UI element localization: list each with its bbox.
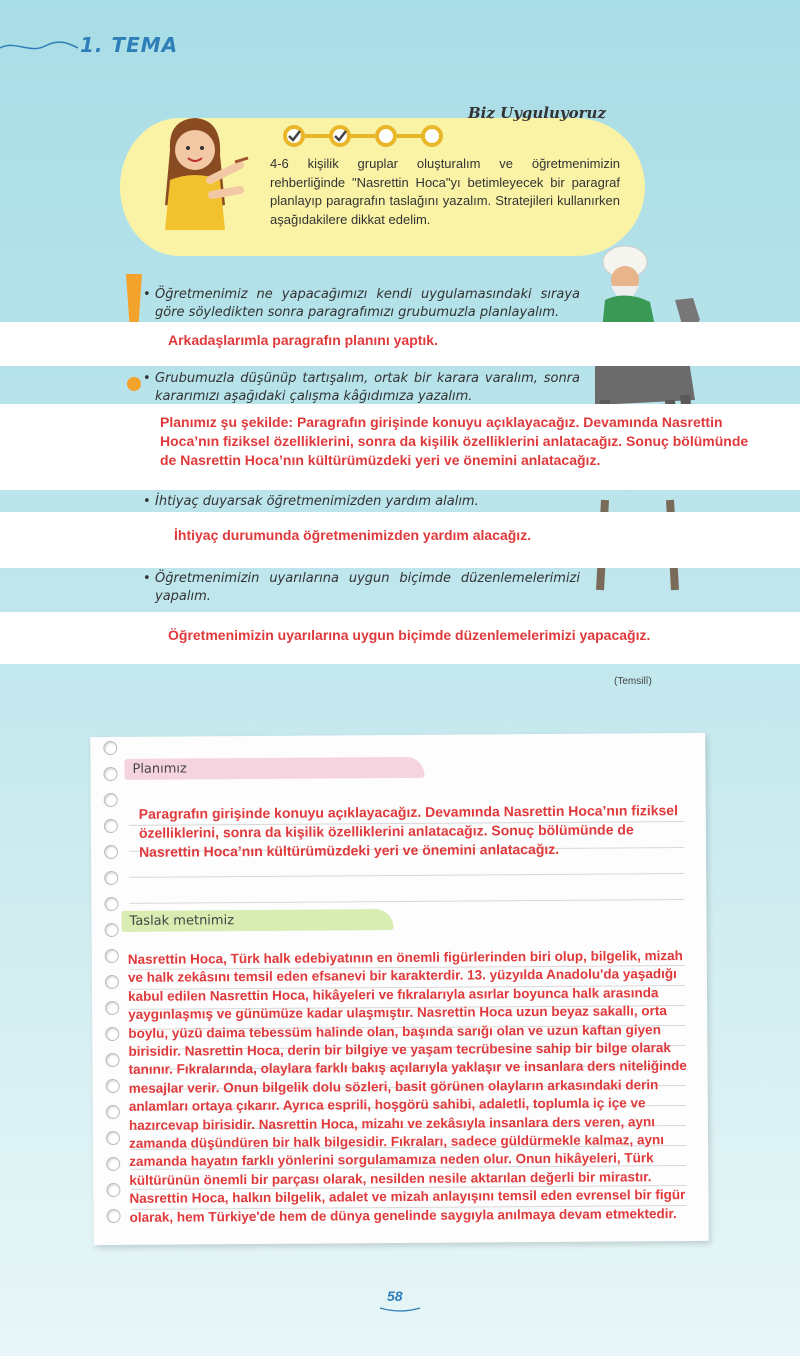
binder-hole <box>106 1079 120 1093</box>
answer-band-4 <box>0 612 800 664</box>
binder-hole <box>106 1183 120 1197</box>
binder-hole <box>104 871 118 885</box>
page-number-swirl <box>378 1304 422 1314</box>
progress-chain-icon <box>282 124 444 148</box>
unit-label: 1. TEMA <box>80 33 179 57</box>
binder-hole <box>105 1001 119 1015</box>
instruction-3: • İhtiyaç duyarsak öğretmenimizden yardım alalım. <box>155 493 580 511</box>
answer-band-1 <box>0 322 800 366</box>
binder-hole <box>105 975 119 989</box>
binder-hole <box>104 793 118 807</box>
binder-hole <box>105 1027 119 1041</box>
binder-hole <box>106 1157 120 1171</box>
header-swirl-decoration <box>0 36 80 56</box>
activity-intro: 4-6 kişilik gruplar oluşturalım ve öğretmenimizin rehberliğinde "Nasrettin Hoca"yı betimleyecek bir paragraf planlayıp paragrafın taslağını yazalım. Stratejileri kullanırken aşağıdakilere dikkat edelim. <box>270 156 620 227</box>
girl-illustration <box>140 110 250 230</box>
answer-4: Öğretmenimizin uyarılarına uygun biçimde düzenlemelerimizi yapacağız. <box>168 627 651 643</box>
draft-text: Nasrettin Hoca, Türk halk edebiyatının en önemli figürlerinden biri olup, bilgelik, mizah ve halk zekâsını temsil eden efsanevi bir karakterdir. 13. yüzyılda Anadolu'da yaşadığı kabul edilen Nasrettin Hoca, hikâyeleri ve fıkralarıyla asırlar boyunca halk arasında yaygınlaşmış ve günümüze kadar ulaşmıştır. Nasrettin Hoca uzun beyaz sakallı, orta boylu, yüzü daima tebessüm halinde olan, başında sarığı olan ve uzun kaftan giyen birisidir. Nasrettin Hoca, derin bir bilgiye ve yaşam tecrübesine sahip bir bilge olarak tanınır. Fıkralarında, olaylara farklı bakış açılarıyla yaklaşır ve insanlara ders niteliğinde mesajlar verir. Onun bilgelik dolu sözleri, basit görünen olayların arkasındaki derin anlamları ortaya çıkarır. Ayrıca esprili, hoşgörü sahibi, adaletli, toplumla iç içe ve hazırcevap birisidir. Nasrettin Hoca, mizahı ve zekâsıyla insanlara ders veren, aynı zamanda düşündüren bir halk bilgesidir. Fıkraları, sadece güldürmekle kalmaz, aynı zamanda hayatın farklı yönlerini sorgulamamıza neden olur. Onun hikâyeleri, Türk kültürünün önemli bir parçası olarak, nesilden nesile aktarılan değerli bir mirastır. Nasrettin Hoca, halkın bilgelik, adalet ve mizah anlayışını temsil eden evrensel bir figür olarak, hem Türkiye'de hem de dünya genelinde saygıyla anılmaya devam etmektedir. <box>127 948 687 1225</box>
binder-hole <box>105 1053 119 1067</box>
draft-label: Taslak metnimiz <box>121 909 393 932</box>
binder-hole <box>105 949 119 963</box>
answer-2: Planımız şu şekilde: Paragrafın girişinde konuyu açıklayacağız. Devamında Nasrettin Hoca’nın fiziksel özelliklerini, sonra da kişilik özelliklerini anlatacağız. Sonuç bölümünde de Nasrettin Hoca’nın kültürümüzdeki yeri ve önemini anlatacağız. <box>160 414 749 468</box>
answer-1: Arkadaşlarımla paragrafın planını yaptık. <box>168 332 438 348</box>
activity-title: Biz Uyguluyoruz <box>468 104 606 122</box>
binder-hole <box>104 897 118 911</box>
answer-band-3 <box>0 512 800 568</box>
binder-hole <box>106 1131 120 1145</box>
instruction-2: • Grubumuzla düşünüp tartışalım, ortak bir karara varalım, sonra kararımızı aşağıdaki çalışma kâğıdımıza yazalım. <box>155 370 580 406</box>
page-number: 58 <box>387 1288 403 1304</box>
worksheet-paper <box>90 733 709 1245</box>
binder-hole <box>103 741 117 755</box>
instruction-4: • Öğretmenimizin uyarılarına uygun biçimde düzenlemelerimizi yapalım. <box>155 570 580 606</box>
plan-text: Paragrafın girişinde konuyu açıklayacağız. Devamında Nasrettin Hoca’nın fiziksel özelliklerini, sonra da kişilik özelliklerini anlatacağız. Sonuç bölümünde de Nasrettin Hoca’nın kültürümüzdeki yeri ve önemini anlatacağız. <box>138 802 679 860</box>
binder-hole <box>103 767 117 781</box>
answer-band-2 <box>0 404 800 490</box>
binder-hole <box>105 923 119 937</box>
instruction-1: • Öğretmenimiz ne yapacağımızı kendi uygulamasındaki sıraya göre söyledikten sonra paragrafımızı grubumuzla planlayalım. <box>155 286 580 322</box>
binder-hole <box>104 819 118 833</box>
plan-label: Planımız <box>124 757 424 780</box>
binder-hole <box>107 1209 121 1223</box>
binder-hole <box>104 845 118 859</box>
binder-hole <box>106 1105 120 1119</box>
image-caption: (Temsilî) <box>614 676 652 687</box>
answer-3: İhtiyaç durumunda öğretmenimizden yardım alacağız. <box>174 527 532 543</box>
